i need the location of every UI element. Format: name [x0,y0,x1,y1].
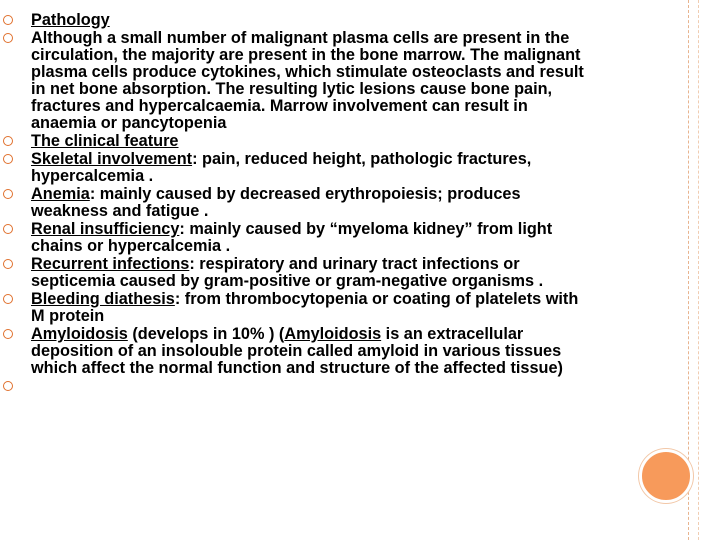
line-text: weakness and fatigue . [31,202,209,220]
underlined-term: Anemia [31,185,90,203]
bullet-item [0,291,684,325]
slide-frame-line-secondary [698,0,699,540]
line-text: plasma cells produce cytokines, which stimulate osteoclasts and result [31,63,584,81]
bullet-item [0,12,684,29]
bullet-line [31,64,684,81]
line-text: : from thrombocytopenia or coating of platelets with [174,290,579,308]
line-text: : respiratory and urinary tract infections or [189,255,520,273]
bullet-line [31,360,684,377]
bullet-line [31,12,684,29]
underlined-term: Amyloidosis [284,325,382,343]
bullet-item [0,221,684,255]
bullet-line [31,256,684,273]
bullet-line [31,273,684,290]
underlined-term: Pathology [31,11,110,29]
line-text: : mainly caused by decreased erythropoiesis; produces [89,185,521,203]
bullet-circle-icon [3,329,13,339]
line-text: (develops in 10% ) ( [127,325,285,343]
bullet-item [0,326,684,377]
line-text: which affect the normal function and structure of the affected tissue) [31,359,563,377]
slide-body [0,12,684,378]
line-text: chains or hypercalcemia . [31,237,231,255]
bullet-line [31,291,684,308]
bullet-circle-icon [3,33,13,43]
line-text: Although a small number of malignant plasma cells are present in the [31,29,570,47]
bullet-line [31,151,684,168]
bullet-line [31,47,684,64]
line-text: M protein [31,307,105,325]
underlined-term: Skeletal involvement [31,150,193,168]
bullet-circle-icon [3,189,13,199]
bullet-line [31,98,684,115]
bullet-line [31,115,684,132]
line-text: deposition of an insolouble protein called amyloid in various tissues [31,342,562,360]
line-text: fractures and hypercalcaemia. Marrow involvement can result in [31,97,528,115]
line-text: circulation, the majority are present in the bone marrow. The malignant [31,46,581,64]
underlined-term: Renal insufficiency [31,220,180,238]
line-text: is an extracellular [381,325,524,343]
bullet-item [0,186,684,220]
bullet-item [0,256,684,290]
line-text: septicemia caused by gram-positive or gram-negative organisms . [31,272,544,290]
line-text: in net bone absorption. The resulting lytic lesions cause bone pain, [31,80,553,98]
bullet-circle-icon [3,294,13,304]
bullet-line [31,30,684,47]
bullet-circle-icon [3,154,13,164]
bullet-circle-icon [3,15,13,25]
bullet-circle-icon [3,224,13,234]
bullet-item [0,151,684,185]
line-text: : mainly caused by “myeloma kidney” from light [179,220,553,238]
bullet-item [0,30,684,132]
line-text: : pain, reduced height, pathologic fractures, [192,150,532,168]
underlined-term: The clinical feature [31,132,179,150]
bullet-line [31,343,684,360]
underlined-term: Recurrent infections [31,255,190,273]
bullet-item [0,133,684,150]
underlined-term: Amyloidosis [31,325,128,343]
bullet-line [31,81,684,98]
bullet-line [31,326,684,343]
slide-frame-line [688,0,689,540]
bullet-line [31,308,684,325]
bullet-circle-icon [3,259,13,269]
bullet-line [31,238,684,255]
bullet-circle-icon [3,136,13,146]
bullet-line [31,203,684,220]
underlined-term: Bleeding diathesis [31,290,175,308]
decorative-circle [639,449,693,503]
line-text: hypercalcemia . [31,167,154,185]
bullet-line [31,168,684,185]
bullet-circle-icon [3,381,13,391]
bullet-line [31,133,684,150]
bullet-line [31,221,684,238]
bullet-line [31,186,684,203]
line-text: anaemia or pancytopenia [31,114,227,132]
